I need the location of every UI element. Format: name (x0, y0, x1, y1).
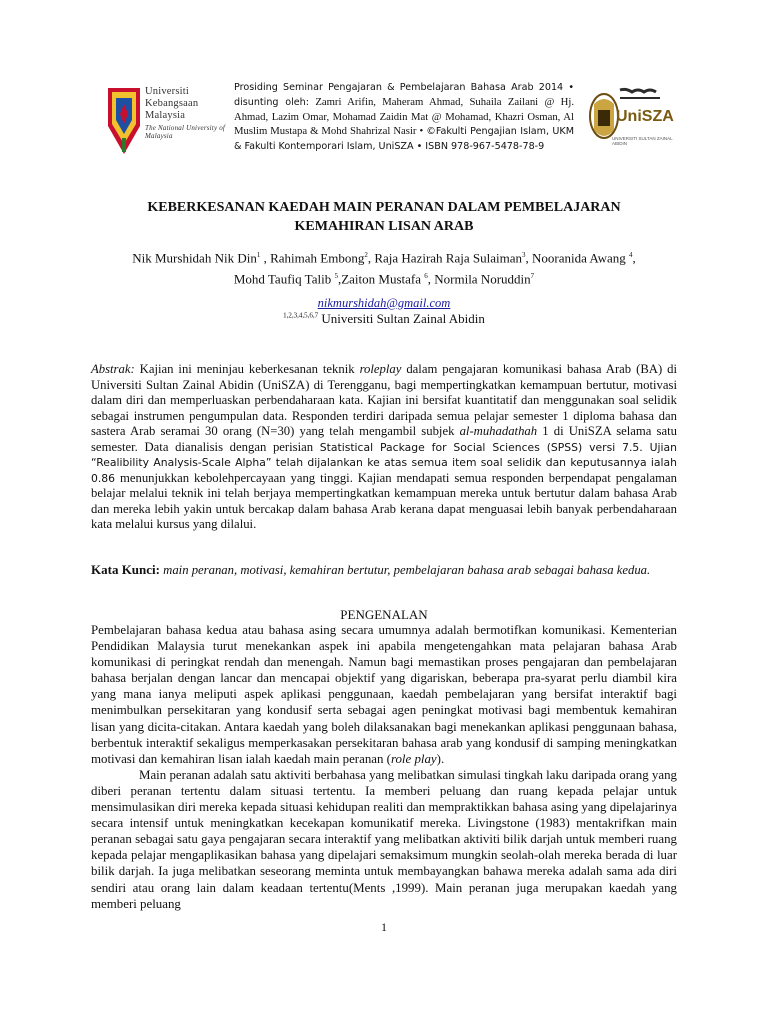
abstract-roleplay: roleplay (359, 362, 402, 376)
abstract-text: Kajian ini meninjau keberkesanan teknik (134, 362, 360, 376)
paragraph: Main peranan adalah satu aktiviti berbahasa yang melibatkan simulasi tingkah laku daripada orang yang diberi peranan tertentu dalam situasi tertentu. Ia memberi peluang dan ruang kepada pelajar untuk mensimulasikan diri mereka kepada situasi kehidupan realiti dan mempraktikkan bahasa asing yang dipelajarinya secara intensif untuk meningkatkan kecekapan komunikatif mereka. Livingstone (1983) mentakrifkan main peranan sebagai satu gaya pengajaran secara interaktif yang melibatkan aktiviti bilik darjah untuk memberi ruang kepada pelajar mengaplikasikan bahasa yang dipelajari semaksimum mungkin seolah-olah mereka berada di luar bilik darjah. Ia juga melibatkan seseorang meminta untuk membayangkan bahawa mereka adalah sama ada diri sendiri atau orang lain dalam keadaan tertentu(Ments ,1999). Main peranan juga merupakan kaedah yang memberi peluang (91, 767, 677, 911)
paper-title-line: KEBERKESANAN KAEDAH MAIN PERANAN DALAM PEMBELAJARAN (147, 200, 621, 215)
author-sup: 4 (629, 251, 633, 259)
author-sup: 1 (256, 251, 261, 259)
affiliation (90, 311, 678, 327)
abstract-label: Abstrak: (91, 362, 135, 376)
affiliation-name: Universiti Sultan Zainal Abidin (318, 311, 485, 326)
proceedings-title: Prosiding Seminar Pengajaran & Pembelajaran Bahasa Arab 2014 • disunting oleh: (234, 82, 574, 108)
author-sep: , (427, 271, 435, 287)
unisza-subtitle: UNIVERSITI SULTAN ZAINAL ABIDIN (612, 136, 673, 146)
paper-title-line: KEMAHIRAN LISAN ARAB (294, 219, 474, 234)
proceedings-editors: Zamri Arifin, Maheram Ahmad, Suhaila Zailani @ Hj. Ahmad, Lazim Omar, Mohamad Zaidin Mat @ Mohamad, Khazri Osman, Al Muslim Mustapa & Mohd Shahrizal Nasir • (234, 96, 574, 137)
abstract-text: menunjukkan kebolehpercayaan yang tinggi. Kajian mendapati semua responden berpendapat pengalaman belajar melalui teknik ini telah berjaya mempertingkatkan kemampuan mereka untuk bertutur dalam bahasa Arab dan mereka lebih yakin untuk bercakap dalam bahasa Arab kerana dapat menguasai lebih banyak perbendaharaan kata melalui kursus yang dilalui. (91, 470, 677, 531)
author-name: Nooranida Awang (531, 250, 629, 266)
author-sup: 3 (521, 251, 526, 259)
keywords-text: main peranan, motivasi, kemahiran bertutur, pembelajaran bahasa arab sebagai bahasa kedua. (159, 563, 651, 577)
paragraph-italic: role play (390, 751, 437, 766)
paragraph-text: Pembelajaran bahasa kedua atau bahasa asing secara umumnya adalah bermotifkan komunikasi. Kementerian Pendidikan Malaysia turut menekankan aspek ini apabila mengetengahkan mata pelajaran bahasa Arab komunikasi di peringkat rendah dan menengah. Namun bagi memastikan proses pengajaran dan pembelajaran bahasa berjalan dengan lancar dan mencapai objektif yang digariskan, beberapa pra-syarat perlu diambil kira yang mana ianya meliputi aspek aplikasi penggunaan, kaedah pembelajaran yang bersifat interaktif bagi menimbulkan persekitaran yang kondusif serta sebagai agen peningkat motivasi bagi membentuk kemahiran lisan yang dicita-citakan. Antara kaedah yang boleh dilaksanakan bagi menekankan aplikasi penggunaan bahasa, berbentuk interaktif sekaligus memperkasakan persekitaran bahasa arab yang kondusif di samping meningkatkan motivasi dan kemahiran lisan ialah kaedah main peranan ( (91, 623, 677, 766)
author-name: Mohd Taufiq Talib (233, 271, 335, 287)
author-name: Normila Noruddin (434, 271, 531, 287)
abstract-text: dalam pengajaran komunikasi bahasa Arab (BA) di Universiti Sultan Zainal Abidin (UniSZA) di Terengganu, bagi mempertingkatkan kemampuan bertutur, motivasi dalam diri dan memperluaskan perbendaharaan kata. Kajian ini bersifat kuantitatif dan menggunakan soal selidik sebagai instrumen pengumpulan data. Responden terdiri daripada semua pelajar semester 1 diploma bahasa dan sastera Arab seramai 30 orang (N=30) yang telah mengambil subjek (91, 362, 677, 438)
ukm-subtitle: The National University of Malaysia (145, 124, 226, 140)
author-sep: , (260, 250, 271, 266)
abstract-text-sans: Statistical Package for Social Sciences (SPSS) versi 7.5. Ujian “Realibility Analysis-Scale Alpha” telah dijalankan ke atas semua item soal selidik dan keputusannya ialah 0.86 (91, 440, 677, 485)
author-sep: , (632, 250, 636, 266)
author-sup: 6 (424, 272, 428, 281)
author-sep: , (525, 250, 532, 266)
ukm-logo-text (145, 86, 235, 140)
section-heading: PENGENALAN (340, 607, 428, 622)
ukm-name-line: Universiti (145, 86, 189, 97)
ukm-name-line: Kebangsaan (145, 98, 199, 109)
proceedings-info (234, 80, 574, 154)
abstract (91, 362, 677, 533)
author-name: Raja Hazirah Raja Sulaiman (374, 250, 522, 266)
author-name: Zaiton Mustafa (341, 271, 425, 287)
affiliation-sup: 1,2,3,4,5,6,7 (283, 311, 319, 320)
author-list (90, 246, 678, 289)
paragraph-text: ). (436, 751, 445, 766)
paragraph (91, 622, 677, 767)
unisza-name: UniSZA (616, 108, 674, 125)
keywords-label: Kata Kunci: (91, 562, 160, 577)
page-number: 1 (381, 920, 387, 934)
abstract-text: 1 di UniSZA selama satu semester. Data dianalisis dengan perisian (91, 424, 677, 454)
proceedings-publisher-isbn: ©Fakulti Pengajian Islam, UKM & Fakulti Kontemporari Islam, UniSZA • ISBN 978-967-5478-78-9 (234, 126, 574, 152)
paper-title (90, 198, 678, 236)
ukm-name-line: Malaysia (145, 110, 186, 121)
author-email-link[interactable]: nikmurshidah@gmail.com (317, 296, 451, 310)
author-sep: , (337, 271, 342, 287)
abstract-subject: al-muhadathah (459, 424, 538, 438)
author-name: Nik Murshidah Nik Din (132, 250, 257, 266)
author-sup: 7 (530, 272, 535, 281)
author-sep: , (367, 250, 375, 266)
author-sup: 5 (334, 272, 338, 281)
author-sup: 2 (364, 251, 368, 259)
author-name: Rahimah Embong (270, 250, 365, 266)
introduction-body (91, 622, 677, 912)
keywords (91, 562, 677, 579)
